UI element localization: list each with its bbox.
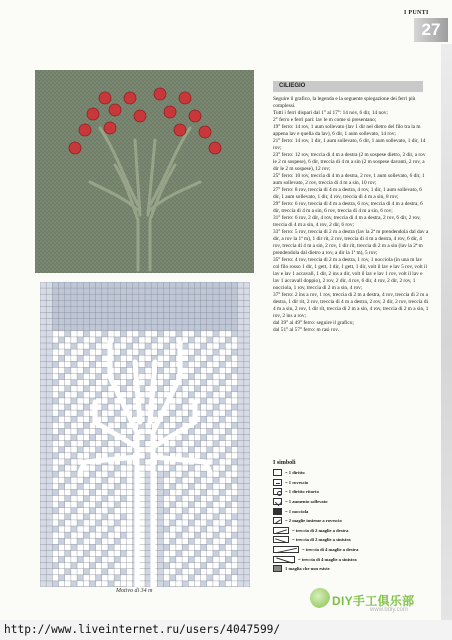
page-edge-strip <box>441 44 452 640</box>
no-stitch-symbol-icon <box>273 565 282 572</box>
watermark-text: DIY手工俱乐部 <box>332 594 415 608</box>
instruction-line: 23° ferro: 12 rov, treccia di 4 m a destra (2 m sospese dietro, 2 dir, a rov le 2 m sospese), 6 dir, treccia di 4 m a sin (2 m sospese davanti, 2 rov, a dir le 2 m sospese), 12 rov; <box>273 152 426 172</box>
bobble-symbol-icon <box>273 508 282 515</box>
increase-symbol-icon <box>273 498 282 505</box>
watermark-logo <box>332 592 414 613</box>
chart-caption: Motivo di 34 m <box>116 588 153 594</box>
purl-symbol-icon <box>273 479 282 486</box>
cable-4-right-symbol-icon <box>273 546 299 553</box>
instruction-line: 35° ferro: 4 rov, treccia di 2 m a destra, 1 rov, 1 nocciola (in una m lav col filo rosso 1 dir, 1 gett, 1 dir, 1 gett, 1 dir, volt il lav e lav 5 rov, volt il lav e lav 1 accavall, 1 dir, 2 ins a dir, volt il lav e lav 1 rov, volt il lav e lav 1 accavall doppio), 2 rov, 2 dir, 4 rov, 6 dir, 4 rov, 2 dir, 2 rov, 1 nocciola, 1 rov, treccia di 2 m a sin, 4 rov; <box>273 257 427 291</box>
instruction-line: 19° ferro: 14 rov, 1 aum sollevato (lav 1 dir nel dietro del filo tra la m appena lav e quella da lav), 6 dir, 1 aum sollevato, 14 rov; <box>273 124 421 137</box>
cable-2-right-symbol-icon <box>273 527 289 534</box>
legend-item: = 1 diritto ritorto <box>273 487 423 497</box>
knitting-chart <box>40 282 250 587</box>
instruction-line: 33° ferro: 5 rov, treccia di 2 m a destra (lav la 2ª m prendendola dal dav a dir, a rov la 1ª m), 1 dir rit, 2 rov, treccia di 4 m a destra, 4 rov, 6 dir, 4 rov, treccia di 4 m a sin, 2 rov, 1 dir rit, treccia di 2 m a sin (lav la 2ª m prendendola dal dietro a rov, a dir la 1ª m), 5 rov; <box>273 229 429 256</box>
instruction-line: Tutti i ferri dispari dal 1° al 17°: 14 nov, 6 dir, 14 nov; <box>273 110 388 116</box>
swatch-illustration <box>35 70 254 273</box>
legend-item: = 1 nocciola <box>273 506 423 516</box>
legend-item: = treccia di 2 maglie a destra <box>273 526 423 536</box>
instruction-line: dal 51° al 57° ferro: m rasi rov. <box>273 327 339 333</box>
cable-4-left-symbol-icon <box>273 556 295 563</box>
legend-item: = 2 maglie insieme a rovescio <box>273 516 423 526</box>
page-number-tab: 27 <box>414 18 448 42</box>
swirl-logo-icon <box>310 588 330 608</box>
purl-two-together-symbol-icon <box>273 517 282 524</box>
instruction-line: 37° ferro: 2 ins a rov, 1 rov, treccia di 2 m a destra, 4 rov, treccia di 2 m a destra, 1 dir rit, 2 rov, treccia di 4 m a destra, 2 rov, 2 dir, 2 rov, treccia di 4 m a sin, 2 rov, 1 dir rit, treccia di 2 m a sin, 4 rov, treccia di 2 m a sin, 1 rov, 2 ins a rov; <box>273 292 429 319</box>
instruction-line: 31° ferro: 6 rov, 2 dir, 4 rov, treccia di 4 m a destra, 2 rov, 6 dir, 2 rov, treccia di 4 m a sin, 4 rov, 2 dir, 6 rov; <box>273 215 421 228</box>
instruction-line: 29° ferro: 6 rov, treccia di 4 m a destra, 6 rov, treccia di 4 m a destra, 6 dir, treccia di 4 m a sin, 6 rov, treccia di 4 m a sin, 6 rov; <box>273 201 423 214</box>
instruction-line: dal 39° al 49° ferro: seguire il grafico; <box>273 320 354 326</box>
swatch-photo <box>35 70 254 273</box>
footer-url[interactable]: http://www.liveinternet.ru/users/4047599/ <box>0 620 452 640</box>
knit-symbol-icon <box>273 469 282 476</box>
legend-title: I simboli <box>273 460 296 466</box>
legend-item: = treccia di 4 maglie a sinistra <box>273 554 423 564</box>
instruction-line: 27° ferro: 8 rov, treccia di 4 m a destra, 4 rov, 1 dir, 1 aum sollevato, 6 dir, 1 aum sollevato, 1 dir, 4 rov, treccia di 4 m a sin, 8 rov; <box>273 187 422 200</box>
section-label: I PUNTI <box>404 10 429 16</box>
legend-item: 1 maglia che non esiste <box>273 564 423 574</box>
legend-item: = 1 diritto <box>273 468 423 478</box>
instruction-line: Seguire il grafico, la legenda e la seguente spiegazione dei ferri più complessi. <box>273 96 416 109</box>
legend-item: = treccia di 2 maglie a sinistra <box>273 535 423 545</box>
legend <box>273 460 423 574</box>
pattern-title: CILIEGIO <box>273 81 423 92</box>
legend-item: = 1 rovescio <box>273 478 423 488</box>
cable-2-left-symbol-icon <box>273 536 289 543</box>
instructions-text <box>273 96 429 334</box>
legend-item: = treccia di 4 maglie a destra <box>273 545 423 555</box>
twisted-knit-symbol-icon <box>273 488 282 495</box>
instruction-line: 25° ferro: 10 rov, treccia di 4 m a destra, 2 rov, 1 aum sollevato, 6 dir, 1 aum sollevato, 2 rov, treccia di 4 m a sin, 10 rov; <box>273 173 425 186</box>
instruction-line: 21° ferro: 14 rov, 1 dir, 1 aum sollevato, 6 dir, 1 aum sollevato, 1 dir, 14 rov; <box>273 138 426 151</box>
watermark-site: www.bdiy.com <box>370 607 408 613</box>
legend-item: = 1 aumento sollevato <box>273 497 423 507</box>
instruction-line: 2° ferro e ferri pari: lav le m come si presentano; <box>273 117 377 123</box>
